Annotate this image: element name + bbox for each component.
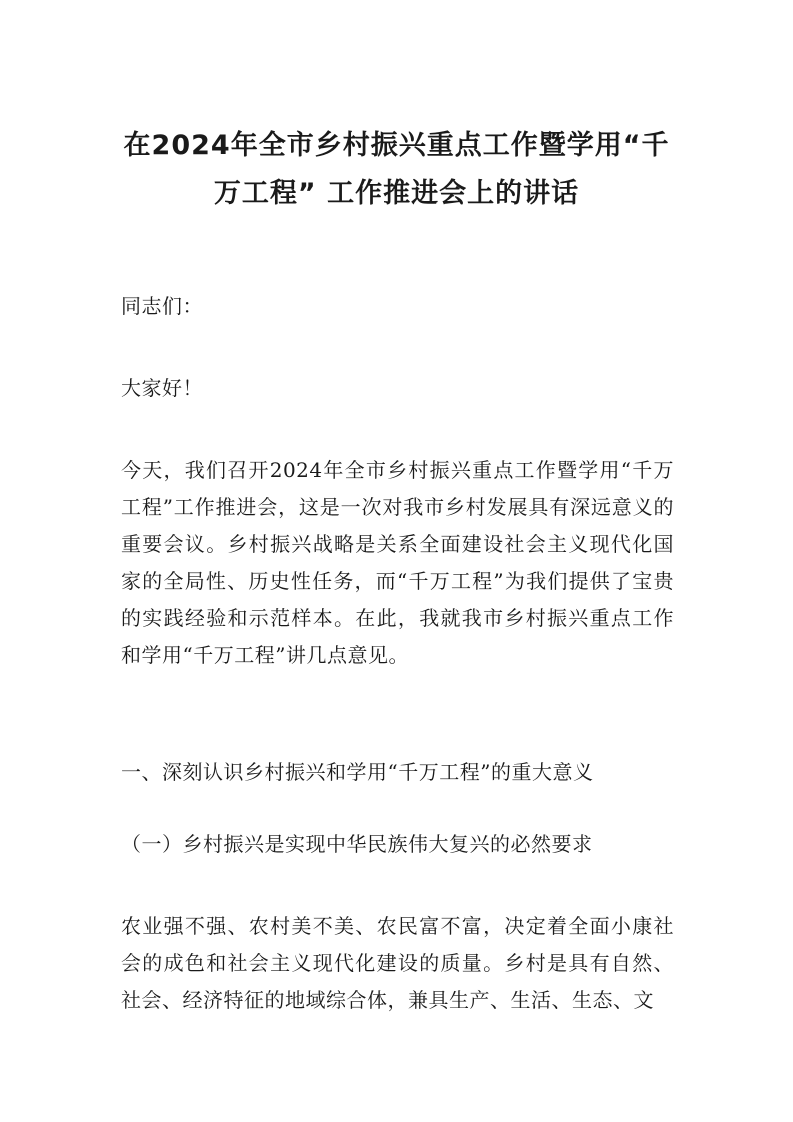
greeting: 大家好！ [121,376,203,400]
document-title-line-1: 在2024年全市乡村振兴重点工作暨学用“千 [123,130,670,161]
document-title-line-2: 万工程” 工作推进会上的讲话 [213,178,580,209]
intro-paragraph: 今天，我们召开2024年全市乡村振兴重点工作暨学用“千万工程”工作推进会，这是一次对我市乡村发展具有深远意义的重要会议。乡村振兴战略是关系全面建设社会主义现代化国家的全局性、历史性任务，而“千万工程”为我们提供了宝贵的实践经验和示范样本。在此，我就我市乡村振兴重点工作和学用“千万工程”讲几点意见。 [121,458,674,667]
salutation: 同志们： [121,294,203,318]
section-heading-1: 一、深刻认识乡村振兴和学用“千万工程”的重大意义 [121,760,594,784]
subsection-heading-1: （一）乡村振兴是实现中华民族伟大复兴的必然要求 [121,832,593,856]
body-paragraph-1: 农业强不强、农村美不美、农民富不富，决定着全面小康社会的成色和社会主义现代化建设的质量。乡村是具有自然、社会、经济特征的地域综合体，兼具生产、生活、生态、文 [121,914,674,1012]
